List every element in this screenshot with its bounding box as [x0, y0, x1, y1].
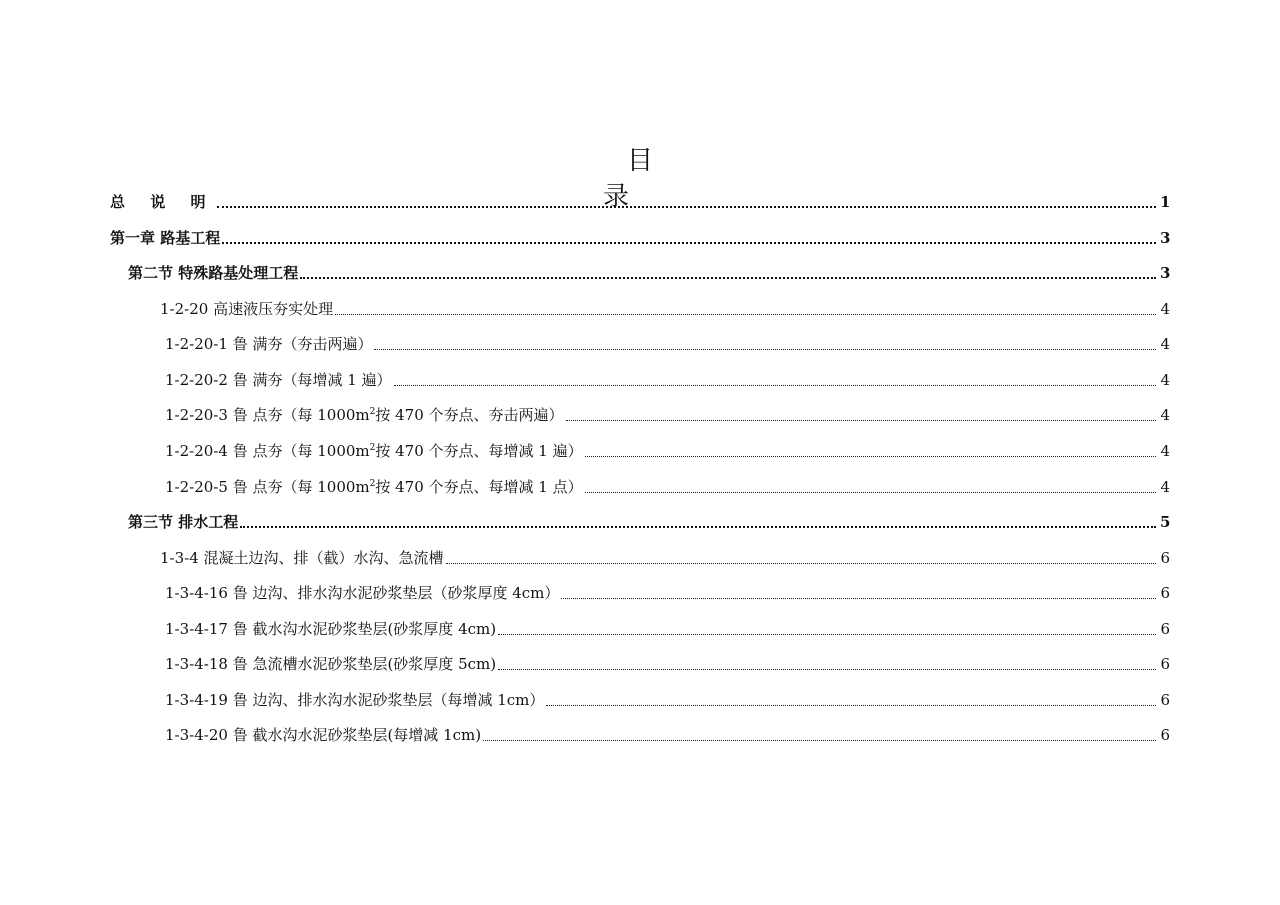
toc-entry-label: 1-3-4-16 鲁 边沟、排水沟水泥砂浆垫层（砂浆厚度 4cm）	[165, 584, 560, 602]
toc-entry-page: 3	[1160, 264, 1171, 282]
toc-entry-page: 4	[1160, 300, 1170, 318]
toc-entry-label	[165, 438, 583, 461]
toc-entry-label: 第三节 排水工程	[128, 513, 239, 531]
toc-entry-label: 1-3-4-18 鲁 急流槽水泥砂浆垫层(砂浆厚度 5cm)	[165, 655, 497, 673]
superscript: 2	[369, 443, 376, 453]
toc-leader-dots	[222, 242, 1156, 244]
toc-entry-label-part: 1-2-20-3 鲁 点夯（每 1000m	[165, 406, 370, 424]
toc-leader-dots	[561, 598, 1156, 599]
toc-entry-1-3-4-20[interactable]	[165, 719, 1170, 745]
toc-entry-1-2-20[interactable]	[160, 293, 1170, 319]
toc-entry-page: 1	[1160, 193, 1171, 211]
toc-entry-section-2[interactable]	[128, 257, 1170, 283]
toc-entry-page: 5	[1160, 513, 1171, 531]
toc-leader-dots	[566, 420, 1156, 421]
toc-entry-label	[165, 402, 564, 425]
toc-leader-dots	[585, 492, 1156, 493]
toc-leader-dots	[217, 206, 1156, 208]
toc-entry-label: 1-3-4 混凝土边沟、排（截）水沟、急流槽	[160, 549, 444, 567]
toc-entry-page: 4	[1160, 371, 1170, 389]
toc-entry-page: 6	[1160, 726, 1170, 744]
toc-entry-label-part: 1-2-20-5 鲁 点夯（每 1000m	[165, 478, 370, 496]
toc-leader-dots	[585, 456, 1156, 457]
toc-entry-page: 3	[1160, 229, 1171, 247]
superscript: 2	[369, 407, 376, 417]
toc-entry-label: 1-3-4-19 鲁 边沟、排水沟水泥砂浆垫层（每增减 1cm）	[165, 691, 545, 709]
toc-entry-1-2-20-2[interactable]	[165, 364, 1170, 390]
toc-entry-label: 1-2-20 高速液压夯实处理	[160, 300, 334, 318]
toc-leader-dots	[483, 740, 1156, 741]
toc-leader-dots	[300, 277, 1156, 279]
toc-leader-dots	[394, 385, 1156, 386]
toc-entry-page: 6	[1160, 655, 1170, 673]
toc-entry-label: 总 说 明	[110, 193, 216, 211]
toc-entry-label: 1-3-4-17 鲁 截水沟水泥砂浆垫层(砂浆厚度 4cm)	[165, 620, 497, 638]
toc-entry-1-3-4-17[interactable]	[165, 613, 1170, 639]
toc-entry-label	[165, 474, 583, 497]
toc-entry-1-2-20-5[interactable]	[165, 471, 1170, 497]
toc-entry-general-notes[interactable]	[110, 186, 1170, 212]
toc-leader-dots	[546, 705, 1156, 706]
toc-entry-page: 4	[1160, 442, 1170, 460]
toc-entry-1-2-20-3[interactable]	[165, 399, 1170, 425]
toc-leader-dots	[498, 669, 1156, 670]
toc-leader-dots	[240, 526, 1156, 528]
toc-entry-section-3[interactable]	[128, 506, 1170, 532]
toc-leader-dots	[374, 349, 1156, 350]
toc-entry-label-part: 1-2-20-4 鲁 点夯（每 1000m	[165, 442, 370, 460]
toc-entry-label-part: 按 470 个夯点、每增减 1 遍）	[375, 442, 583, 460]
toc-entry-page: 6	[1160, 584, 1170, 602]
toc-entry-label: 第二节 特殊路基处理工程	[128, 264, 299, 282]
toc-entry-page: 4	[1160, 335, 1170, 353]
toc-entry-1-3-4-16[interactable]	[165, 577, 1170, 603]
toc-entry-label-part: 按 470 个夯点、夯击两遍）	[375, 406, 564, 424]
toc-entry-1-2-20-4[interactable]	[165, 435, 1170, 461]
toc-entry-label-part: 按 470 个夯点、每增减 1 点）	[375, 478, 583, 496]
toc-entry-1-2-20-1[interactable]	[165, 328, 1170, 354]
toc-leader-dots	[335, 314, 1156, 315]
toc-leader-dots	[498, 634, 1156, 635]
toc-entry-page: 6	[1160, 549, 1170, 567]
toc-entry-1-3-4-19[interactable]	[165, 684, 1170, 710]
toc-entry-label: 第一章 路基工程	[110, 229, 221, 247]
toc-entry-label: 1-2-20-1 鲁 满夯（夯击两遍）	[165, 335, 373, 353]
toc-entry-page: 4	[1160, 406, 1170, 424]
toc-entry-page: 4	[1160, 478, 1170, 496]
toc-entry-1-3-4[interactable]	[160, 542, 1170, 568]
toc-leader-dots	[446, 563, 1156, 564]
toc-entry-label: 1-3-4-20 鲁 截水沟水泥砂浆垫层(每增减 1cm)	[165, 726, 482, 744]
superscript: 2	[369, 479, 376, 489]
toc-entry-label: 1-2-20-2 鲁 满夯（每增减 1 遍）	[165, 371, 392, 389]
toc-entry-page: 6	[1160, 691, 1170, 709]
toc-entry-chapter-1[interactable]	[110, 222, 1170, 248]
toc-entry-page: 6	[1160, 620, 1170, 638]
page-title: 目 录	[602, 146, 701, 212]
toc-entry-1-3-4-18[interactable]	[165, 648, 1170, 674]
